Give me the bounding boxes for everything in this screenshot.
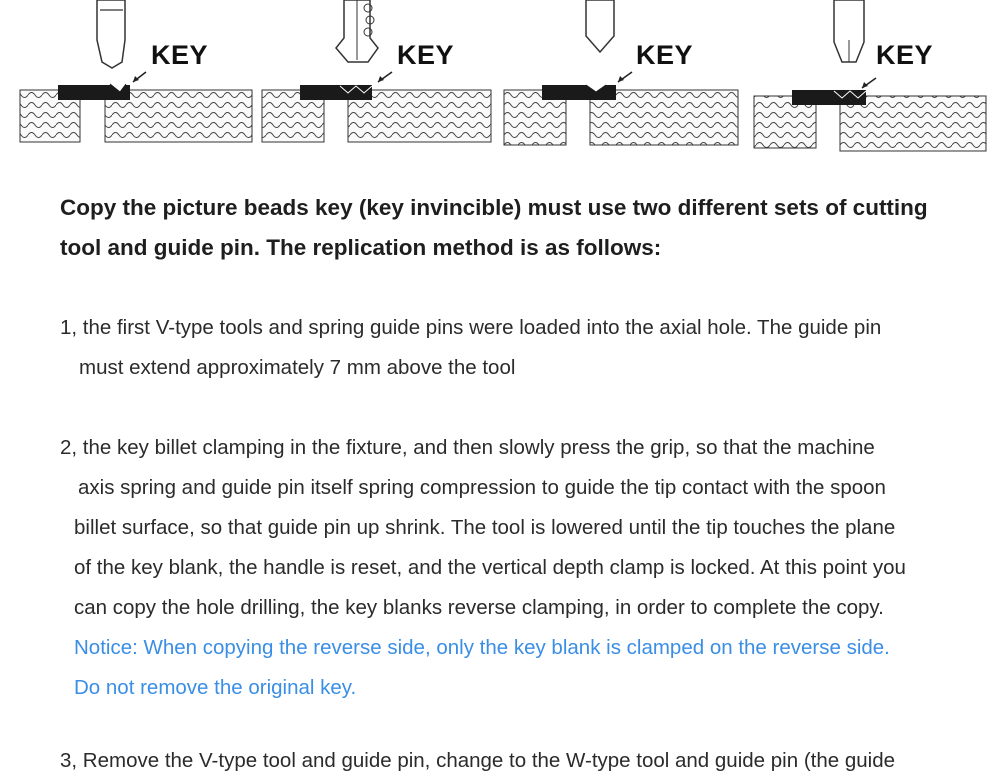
step2-line-2: axis spring and guide pin itself spring compression to guide the tip contact with the spoon [78, 476, 886, 499]
key-label-3: KEY [636, 40, 694, 70]
panel-2-illustration [262, 0, 491, 142]
notice-line-2: Do not remove the original key. [74, 676, 357, 699]
notice-line-1: Notice: When copying the reverse side, only the key blank is clamped on the reverse side. [74, 636, 890, 659]
key-cutting-diagram [0, 0, 1000, 170]
step2-line-4: of the key blank, the handle is reset, and the vertical depth clamp is locked. At this point you [74, 556, 906, 579]
key-label-2: KEY [397, 40, 455, 70]
step3-line-1: 3, Remove the V-type tool and guide pin, change to the W-type tool and guide pin (the guide [60, 749, 895, 772]
key-label-4: KEY [876, 40, 934, 70]
step2-line-3: billet surface, so that guide pin up shrink. The tool is lowered until the tip touches the plane [74, 516, 896, 539]
intro-line-1: Copy the picture beads key (key invincible) must use two different sets of cutting [60, 195, 928, 220]
panel-3-illustration [504, 0, 738, 145]
panel-4-illustration [754, 0, 986, 151]
step2-line-5: can copy the hole drilling, the key blanks reverse clamping, in order to complete the copy. [74, 596, 884, 619]
key-label-1: KEY [151, 40, 209, 70]
step1-line-1: 1, the first V-type tools and spring guide pins were loaded into the axial hole. The guide pin [60, 316, 882, 339]
step2-line-1: 2, the key billet clamping in the fixture, and then slowly press the grip, so that the machine [60, 436, 875, 459]
panel-1-illustration [20, 0, 252, 142]
step1-line-2: must extend approximately 7 mm above the tool [79, 356, 516, 379]
intro-line-2: tool and guide pin. The replication method is as follows: [60, 235, 662, 260]
